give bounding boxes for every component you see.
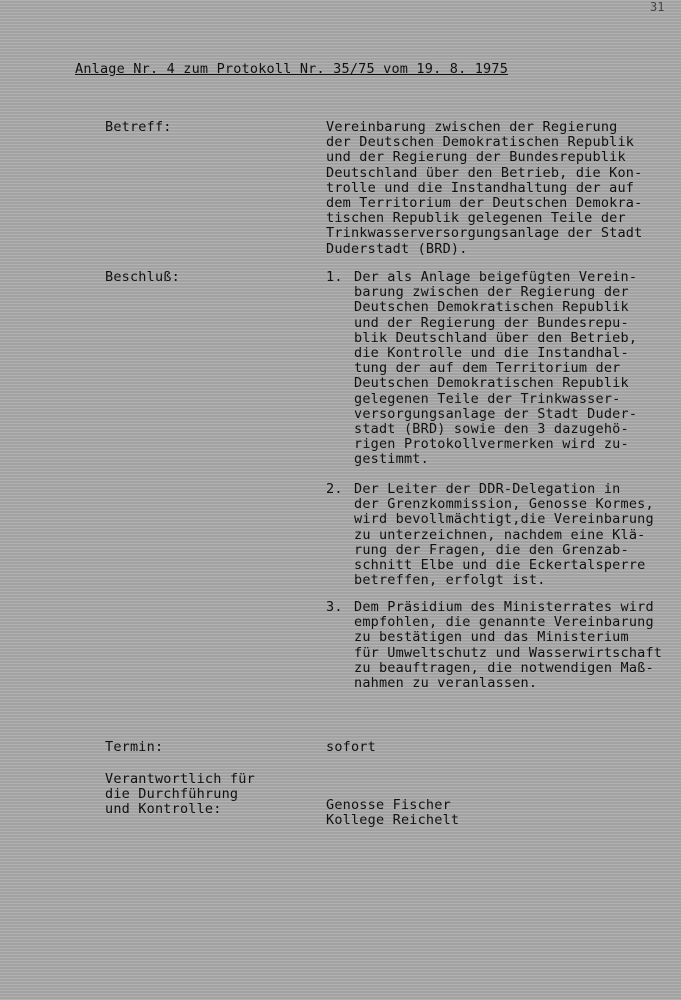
termin-label: Termin:: [105, 739, 164, 755]
verantwortlich-label: Verantwortlich für die Durchführung und Kontrolle:: [105, 771, 255, 818]
item-2-number: 2.: [326, 481, 343, 497]
document-header: Anlage Nr. 4 zum Protokoll Nr. 35/75 vom 19. 8. 1975: [75, 61, 509, 77]
item-1-number: 1.: [326, 269, 343, 285]
beschluss-label: Beschluß:: [105, 269, 180, 285]
item-2-text: Der Leiter der DDR-Delegation in der Grenzkommission, Genosse Kormes, wird bevollmächtigt,die Vereinbarung zu unterzeichnen, nachdem eine Klä- rung der Fragen, die den Grenzab- schnitt Elbe und die Eckertalsperre betreffen, erfolgt ist.: [354, 481, 654, 589]
item-1-text: Der als Anlage beigefügten Verein- barung zwischen der Regierung der Deutschen Demokratischen Republik und der Regierung der Bundesrepu- blik Deutschland über den Betrieb, die Kontrolle und die Instandhal- tung der auf dem Territorium der Deutschen Demokratischen Republik gelegenen Teile der Trinkwasser- versorgungsanlage der Stadt Duder- stadt (BRD) sowie den 3 dazugehö- rigen Protokollvermerken wird zu- gestimmt.: [354, 269, 638, 468]
page-number: 31: [650, 0, 665, 14]
item-3-text: Dem Präsidium des Ministerrates wird empfohlen, die genannte Vereinbarung zu bestätigen und das Ministerium für Umweltschutz und Wasserwirtschaft zu beauftragen, die notwendigen Maß- nahmen zu veranlassen.: [354, 599, 663, 692]
betreff-text: Vereinbarung zwischen der Regierung der Deutschen Demokratischen Republik und der Regierung der Bundesrepublik Deutschland über den Betrieb, die Kon- trolle und die Instandhaltung der auf dem Territorium der Deutschen Demokra- tischen Republik gelegenen Teile der Trinkwasserversorgungsanlage der Stadt Duderstadt (BRD).: [326, 119, 643, 257]
item-3-number: 3.: [326, 599, 343, 615]
betreff-label: Betreff:: [105, 119, 172, 135]
verantwortlich-value: Genosse Fischer Kollege Reichelt: [326, 797, 460, 829]
termin-value: sofort: [326, 739, 376, 755]
